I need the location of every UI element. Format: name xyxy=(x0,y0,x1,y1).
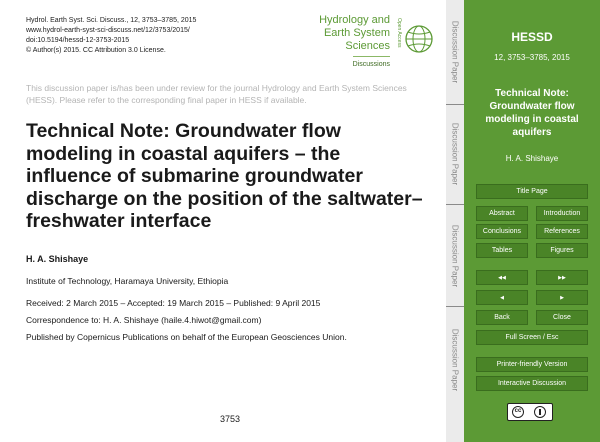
tables-button[interactable]: Tables xyxy=(476,243,528,258)
discussion-paper-label: Discussion Paper xyxy=(450,20,460,84)
sidebar-volume: 12, 3753–3785, 2015 xyxy=(494,53,570,62)
sidebar-journal-abbr: HESSD xyxy=(511,30,553,44)
sidebar-author: H. A. Shishaye xyxy=(505,154,559,163)
conclusions-button[interactable]: Conclusions xyxy=(476,224,528,239)
figures-button[interactable]: Figures xyxy=(536,243,588,258)
cc-license-badge[interactable] xyxy=(507,403,553,421)
discussion-paper-label: Discussion Paper xyxy=(450,122,460,186)
first-page-icon: ◀◀ xyxy=(498,275,506,281)
title-page-button[interactable]: Title Page xyxy=(476,184,588,199)
previous-page-icon: ◀ xyxy=(500,295,504,301)
next-page-button[interactable] xyxy=(536,290,588,305)
discussion-separator xyxy=(446,204,464,205)
full-screen-button[interactable]: Full Screen / Esc xyxy=(476,330,588,345)
citation-license: © Author(s) 2015. CC Attribution 3.0 License. xyxy=(26,47,166,54)
introduction-button[interactable]: Introduction xyxy=(536,206,588,221)
back-button[interactable]: Back xyxy=(476,310,528,325)
paper-correspondence[interactable]: Correspondence to: H. A. Shishaye (haile.4.hiwot@gmail.com) xyxy=(26,315,262,325)
journal-name-line2: Earth System xyxy=(323,27,390,39)
journal-name-line3: Sciences xyxy=(345,40,390,52)
journal-discussions-label: Discussions xyxy=(353,56,390,71)
attribution-icon xyxy=(534,406,546,418)
next-page-icon: ▶ xyxy=(560,295,564,301)
paper-author: H. A. Shishaye xyxy=(26,254,89,264)
paper-affiliation: Institute of Technology, Haramaya University, Ethiopia xyxy=(26,276,229,286)
last-page-button[interactable] xyxy=(536,270,588,285)
page-number: 3753 xyxy=(220,414,241,424)
first-page-button[interactable] xyxy=(476,270,528,285)
last-page-icon: ▶▶ xyxy=(558,275,566,281)
printer-friendly-button[interactable]: Printer-friendly Version xyxy=(476,357,588,372)
citation-journal: Hydrol. Earth Syst. Sci. Discuss., 12, 3753–3785, 2015 xyxy=(26,17,197,24)
paper-title: Technical Note: Groundwater flow modeling in coastal aquifers – the influence of submarine groundwater discharge on the position of the saltwater–freshwater interface xyxy=(26,120,423,232)
paper-dates: Received: 2 March 2015 – Accepted: 19 March 2015 – Published: 9 April 2015 xyxy=(26,298,321,308)
creative-commons-icon: cc xyxy=(512,406,524,418)
open-access-label: Open Access xyxy=(396,18,402,48)
citation-doi[interactable]: doi:10.5194/hessd-12-3753-2015 xyxy=(26,37,130,44)
interactive-discussion-button[interactable]: Interactive Discussion xyxy=(476,376,588,391)
discussion-separator xyxy=(446,306,464,307)
discussion-paper-label: Discussion Paper xyxy=(450,224,460,288)
citation-url[interactable]: www.hydrol-earth-syst-sci-discuss.net/12/3753/2015/ xyxy=(26,27,190,34)
references-button[interactable]: References xyxy=(536,224,588,239)
previous-page-button[interactable] xyxy=(476,290,528,305)
close-button[interactable]: Close xyxy=(536,310,588,325)
abstract-button[interactable]: Abstract xyxy=(476,206,528,221)
journal-name-line1: Hydrology and xyxy=(319,14,390,26)
review-notice: This discussion paper is/has been under review for the journal Hydrology and Earth System Sciences (HESS). Please refer to the corresponding final paper in HESS if available. xyxy=(26,83,407,105)
sidebar-title: Technical Note: Groundwater flow modeling in coastal aquifers xyxy=(485,88,579,138)
discussion-paper-label: Discussion Paper xyxy=(450,328,460,392)
citation-block xyxy=(26,16,196,56)
journal-logo xyxy=(300,14,390,71)
discussion-separator xyxy=(446,104,464,105)
open-access-globe-icon xyxy=(392,14,434,64)
paper-publisher-line: Published by Copernicus Publications on behalf of the European Geosciences Union. xyxy=(26,332,347,342)
